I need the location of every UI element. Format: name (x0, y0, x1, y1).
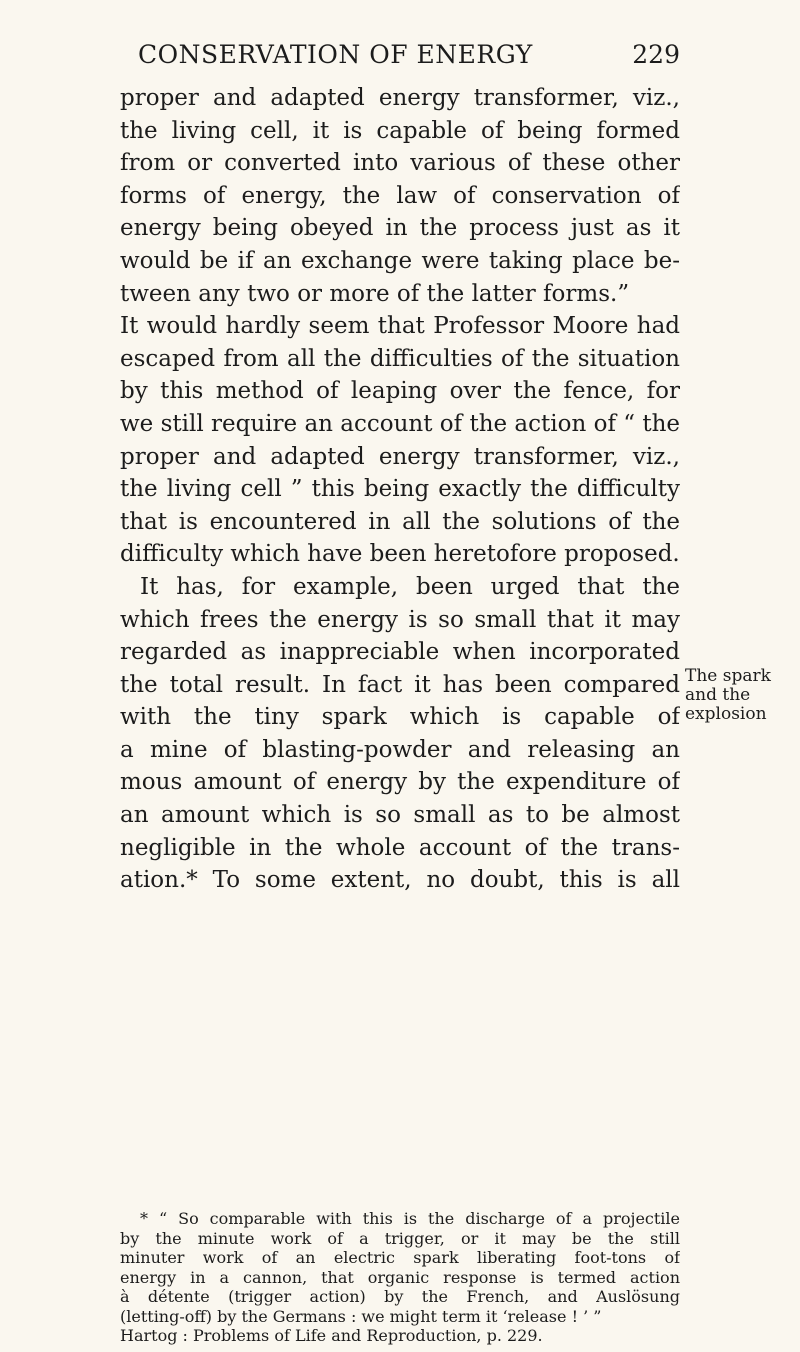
margin-note-line: explosion (685, 704, 767, 724)
running-head: CONSERVATION OF ENERGY (138, 40, 533, 69)
text-line: regarded as inappreciable when incorporated (120, 639, 680, 666)
text-line: the total result. In fact it has been compared (120, 671, 680, 698)
footnote (120, 1209, 680, 1346)
text-line: a mine of blasting-powder and releasing an (120, 736, 680, 763)
footnote-line: * “ So comparable with this is the discharge of a projectile (140, 1209, 680, 1228)
text-line: difficulty which have been heretofore proposed. (120, 541, 680, 568)
text-line: we still require an account of the action of “ the (120, 410, 680, 437)
text-line: energy being obeyed in the process just as it (120, 215, 680, 242)
margin-note-line: and the (685, 685, 751, 705)
text-line: negligible in the whole account of the trans- (120, 834, 680, 861)
footnote-line: energy in a cannon, that organic response is termed action (120, 1267, 680, 1287)
text-line: with the tiny spark which is capable of (120, 704, 680, 731)
text-line: ation.* To some extent, no doubt, this is all (120, 867, 680, 894)
text-line: the living cell, it is capable of being formed (120, 117, 680, 144)
footnote-line: by the minute work of a trigger, or it may be the still (120, 1228, 680, 1248)
footnote-line: Hartog : Problems of Life and Reproduction, p. 229. (120, 1326, 543, 1345)
text-line: by this method of leaping over the fence, for (120, 378, 680, 405)
footnote-line: minuter work of an electric spark liberating foot-tons of (120, 1248, 680, 1267)
text-line: proper and adapted energy transformer, viz., (120, 443, 680, 470)
text-line: It would hardly seem that Professor Moore had (120, 313, 680, 340)
text-line: mous amount of energy by the expenditure of (120, 769, 680, 796)
body-text (120, 82, 680, 897)
text-line: escaped from all the difficulties of the situation (120, 345, 680, 372)
text-line: the living cell ” this being exactly the difficulty (120, 476, 680, 503)
page-header (120, 40, 680, 80)
text-line: forms of energy, the law of conservation of (120, 182, 680, 209)
page-number: 229 (632, 40, 680, 69)
text-line: from or converted into various of these other (120, 150, 680, 177)
footnote-line: (letting-off) by the Germans : we might term it ‘release ! ’ ” (120, 1306, 602, 1326)
footnote-line: à détente (trigger action) by the French, and Auslösung (120, 1287, 680, 1306)
text-line: an amount which is so small as to be almost (120, 802, 680, 829)
text-line: that is encountered in all the solutions of the (120, 508, 680, 535)
text-line: which frees the energy is so small that it may (120, 606, 680, 633)
margin-note (685, 667, 800, 724)
text-line: It has, for example, been urged that the (140, 573, 680, 600)
text-line: proper and adapted energy transformer, viz., (120, 85, 680, 111)
text-line: tween any two or more of the latter forms.” (120, 280, 630, 307)
margin-note-line: The spark (685, 666, 771, 686)
text-line: would be if an exchange were taking place be- (120, 247, 680, 274)
